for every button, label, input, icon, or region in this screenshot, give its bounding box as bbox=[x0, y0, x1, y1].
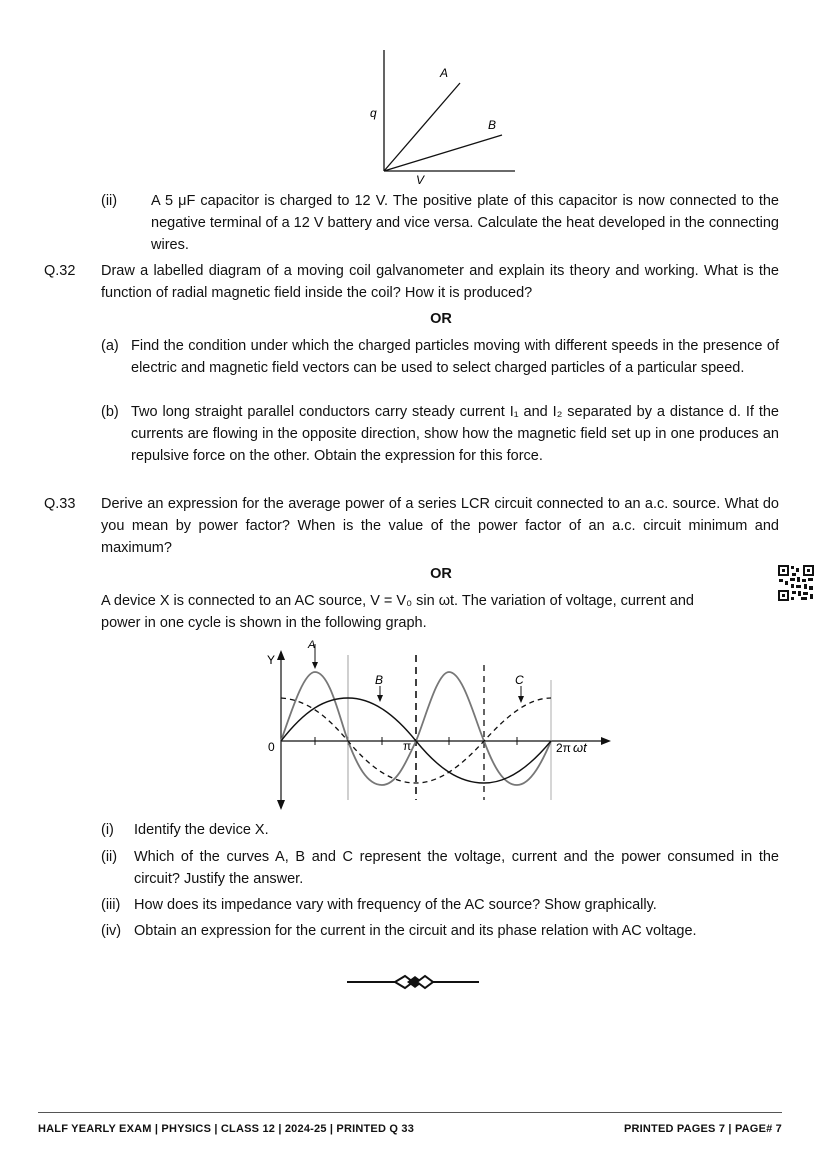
label-b: B bbox=[488, 118, 497, 132]
q32-b-number: (b) bbox=[101, 404, 119, 420]
x-label: ωt bbox=[573, 740, 587, 755]
y-axis-arrow bbox=[277, 650, 285, 660]
label-c: C bbox=[515, 673, 524, 687]
qr-code[interactable] bbox=[777, 564, 815, 602]
q32-a-number: (a) bbox=[101, 338, 119, 354]
q32-text: Draw a labelled diagram of a moving coil galvanometer and explain its theory and working. What is the function of radial magnetic field inside the coil? How it is produced? bbox=[101, 263, 779, 301]
q33-iv-text: Obtain an expression for the current in the circuit and its phase relation with AC voltage. bbox=[134, 923, 697, 939]
pi-label: π bbox=[403, 739, 412, 753]
ac-waveform-graph bbox=[255, 640, 625, 815]
q33-text: Derive an expression for the average power of a series LCR circuit connected to an a.c. source. What do you mean by power factor? When is the value of the power factor of an a.c. circuit minimum and maximum? bbox=[101, 496, 779, 556]
arrow-c-head bbox=[518, 696, 524, 703]
q33-ii-number: (ii) bbox=[101, 849, 118, 865]
q31-ii-text: A 5 μF capacitor is charged to 12 V. The positive plate of this capacitor is now connected to the negative terminal of a 12 V battery and vice versa. Calculate the heat developed in the connecting wires. bbox=[151, 193, 779, 253]
q-v-graph bbox=[360, 45, 525, 185]
q33-iii-text: How does its impedance vary with frequency of the AC source? Show graphically. bbox=[134, 897, 657, 913]
q33-iii-number: (iii) bbox=[101, 897, 121, 913]
line-b bbox=[384, 135, 502, 171]
y-axis-down-arrow bbox=[277, 800, 285, 810]
arrow-a-head bbox=[312, 662, 318, 669]
q32-number: Q.32 bbox=[44, 263, 76, 279]
q33-intro-line2: power in one cycle is shown in the following graph. bbox=[101, 615, 427, 631]
y-label: Y bbox=[267, 653, 276, 667]
arrow-b-head bbox=[377, 695, 383, 702]
q33-or: OR bbox=[430, 566, 452, 582]
q32-or: OR bbox=[430, 311, 452, 327]
y-label: q bbox=[370, 106, 377, 120]
end-ornament bbox=[345, 974, 481, 990]
q33-iv-number: (iv) bbox=[101, 923, 122, 939]
q31-ii-number: (ii) bbox=[101, 193, 118, 209]
q32-b-text: Two long straight parallel conductors carry steady current I₁ and I₂ separated by a distance d. If the currents are flowing in the opposite direction, show how the magnetic field set up in one produces an repulsive force on the other. Obtain the expression for this force. bbox=[131, 404, 779, 464]
line-a bbox=[384, 83, 460, 171]
q33-intro-line1: A device X is connected to an AC source, V = V₀ sin ωt. The variation of voltage, current and bbox=[101, 593, 694, 609]
label-a: A bbox=[440, 66, 449, 80]
x-axis-arrow bbox=[601, 737, 611, 745]
q33-number: Q.33 bbox=[44, 496, 76, 512]
origin-label: 0 bbox=[268, 740, 275, 754]
q33-ii-text: Which of the curves A, B and C represent the voltage, current and the power consumed in the circuit? Justify the answer. bbox=[134, 849, 779, 887]
q33-i-text: Identify the device X. bbox=[134, 822, 269, 838]
x-label: V bbox=[416, 173, 425, 185]
two-pi-label: 2π bbox=[556, 741, 571, 755]
footer-divider bbox=[38, 1112, 782, 1113]
footer-left: HALF YEARLY EXAM | PHYSICS | CLASS 12 | 2024-25 | PRINTED Q 33 bbox=[38, 1123, 415, 1135]
q33-i-number: (i) bbox=[101, 822, 114, 838]
label-b: B bbox=[375, 673, 384, 687]
footer-right: PRINTED PAGES 7 | PAGE# 7 bbox=[623, 1123, 782, 1135]
q32-a-text: Find the condition under which the charged particles moving with different speeds in the presence of electric and magnetic field vectors can be used to select charged particles of a particular speed. bbox=[131, 338, 779, 376]
label-a: A bbox=[308, 640, 316, 651]
